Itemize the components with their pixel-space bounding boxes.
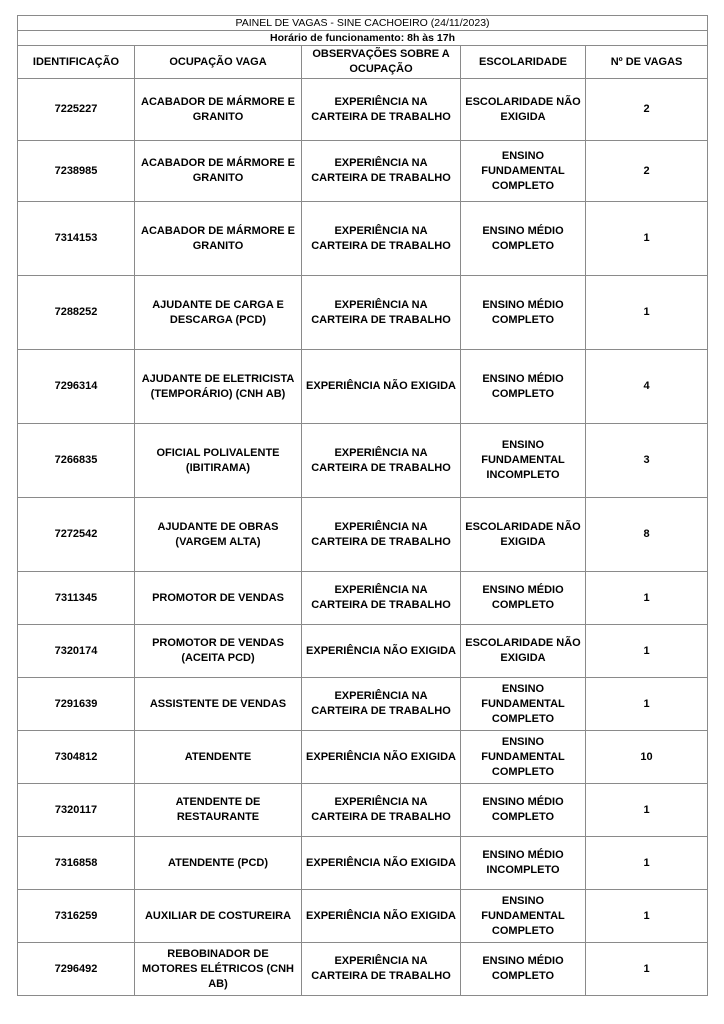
cell-occupation: ACABADOR DE MÁRMORE E GRANITO	[135, 79, 302, 141]
table-row	[18, 943, 708, 996]
table-row	[18, 784, 708, 837]
table-row	[18, 498, 708, 572]
cell-occupation: AJUDANTE DE ELETRICISTA (TEMPORÁRIO) (CNH AB)	[135, 350, 302, 424]
cell-education: ENSINO MÉDIO COMPLETO	[461, 202, 586, 276]
cell-occupation: AJUDANTE DE OBRAS (VARGEM ALTA)	[135, 498, 302, 572]
cell-occupation: ATENDENTE (PCD)	[135, 837, 302, 890]
cell-openings: 1	[586, 943, 708, 996]
cell-education: ENSINO FUNDAMENTAL COMPLETO	[461, 731, 586, 784]
board-title: PAINEL DE VAGAS - SINE CACHOEIRO (24/11/2023)	[18, 16, 708, 31]
cell-notes: EXPERIÊNCIA NA CARTEIRA DE TRABALHO	[302, 424, 461, 498]
cell-id: 7316858	[18, 837, 135, 890]
header-education: ESCOLARIDADE	[461, 46, 586, 79]
cell-notes: EXPERIÊNCIA NÃO EXIGIDA	[302, 350, 461, 424]
cell-id: 7291639	[18, 678, 135, 731]
cell-occupation: ATENDENTE DE RESTAURANTE	[135, 784, 302, 837]
cell-id: 7311345	[18, 572, 135, 625]
header-openings: Nº DE VAGAS	[586, 46, 708, 79]
table-row	[18, 678, 708, 731]
header-row	[18, 46, 708, 79]
cell-notes: EXPERIÊNCIA NA CARTEIRA DE TRABALHO	[302, 572, 461, 625]
cell-notes: EXPERIÊNCIA NA CARTEIRA DE TRABALHO	[302, 678, 461, 731]
cell-openings: 1	[586, 572, 708, 625]
cell-education: ESCOLARIDADE NÃO EXIGIDA	[461, 79, 586, 141]
cell-occupation: PROMOTOR DE VENDAS (ACEITA PCD)	[135, 625, 302, 678]
table-row	[18, 625, 708, 678]
cell-openings: 10	[586, 731, 708, 784]
cell-id: 7266835	[18, 424, 135, 498]
cell-id: 7225227	[18, 79, 135, 141]
cell-education: ENSINO FUNDAMENTAL INCOMPLETO	[461, 424, 586, 498]
cell-id: 7238985	[18, 141, 135, 202]
cell-openings: 1	[586, 678, 708, 731]
cell-notes: EXPERIÊNCIA NA CARTEIRA DE TRABALHO	[302, 943, 461, 996]
cell-occupation: ACABADOR DE MÁRMORE E GRANITO	[135, 141, 302, 202]
cell-openings: 2	[586, 141, 708, 202]
cell-id: 7296492	[18, 943, 135, 996]
cell-openings: 1	[586, 202, 708, 276]
cell-occupation: AJUDANTE DE CARGA E DESCARGA (PCD)	[135, 276, 302, 350]
cell-occupation: AUXILIAR DE COSTUREIRA	[135, 890, 302, 943]
cell-id: 7288252	[18, 276, 135, 350]
cell-occupation: ATENDENTE	[135, 731, 302, 784]
cell-openings: 3	[586, 424, 708, 498]
cell-id: 7320117	[18, 784, 135, 837]
job-table-body	[18, 16, 708, 996]
cell-openings: 1	[586, 276, 708, 350]
cell-education: ENSINO FUNDAMENTAL COMPLETO	[461, 678, 586, 731]
job-board-sheet	[17, 15, 707, 996]
cell-education: ENSINO FUNDAMENTAL COMPLETO	[461, 141, 586, 202]
cell-openings: 1	[586, 837, 708, 890]
cell-notes: EXPERIÊNCIA NA CARTEIRA DE TRABALHO	[302, 202, 461, 276]
cell-education: ENSINO MÉDIO COMPLETO	[461, 350, 586, 424]
cell-notes: EXPERIÊNCIA NÃO EXIGIDA	[302, 890, 461, 943]
table-row	[18, 572, 708, 625]
cell-notes: EXPERIÊNCIA NA CARTEIRA DE TRABALHO	[302, 79, 461, 141]
cell-notes: EXPERIÊNCIA NA CARTEIRA DE TRABALHO	[302, 784, 461, 837]
header-id: IDENTIFICAÇÃO	[18, 46, 135, 79]
cell-education: ENSINO MÉDIO INCOMPLETO	[461, 837, 586, 890]
cell-education: ESCOLARIDADE NÃO EXIGIDA	[461, 625, 586, 678]
table-row	[18, 202, 708, 276]
cell-openings: 1	[586, 890, 708, 943]
cell-openings: 2	[586, 79, 708, 141]
table-row	[18, 837, 708, 890]
table-row	[18, 424, 708, 498]
cell-education: ENSINO MÉDIO COMPLETO	[461, 572, 586, 625]
cell-notes: EXPERIÊNCIA NÃO EXIGIDA	[302, 625, 461, 678]
table-row	[18, 731, 708, 784]
cell-notes: EXPERIÊNCIA NÃO EXIGIDA	[302, 731, 461, 784]
cell-occupation: ASSISTENTE DE VENDAS	[135, 678, 302, 731]
title-row	[18, 16, 708, 31]
header-occupation: OCUPAÇÃO VAGA	[135, 46, 302, 79]
cell-occupation: REBOBINADOR DE MOTORES ELÉTRICOS (CNH AB)	[135, 943, 302, 996]
cell-id: 7316259	[18, 890, 135, 943]
opening-hours: Horário de funcionamento: 8h às 17h	[18, 31, 708, 46]
cell-education: ENSINO FUNDAMENTAL COMPLETO	[461, 890, 586, 943]
cell-openings: 8	[586, 498, 708, 572]
cell-notes: EXPERIÊNCIA NA CARTEIRA DE TRABALHO	[302, 141, 461, 202]
cell-notes: EXPERIÊNCIA NA CARTEIRA DE TRABALHO	[302, 276, 461, 350]
table-row	[18, 79, 708, 141]
hours-row	[18, 31, 708, 46]
cell-id: 7296314	[18, 350, 135, 424]
cell-openings: 4	[586, 350, 708, 424]
cell-id: 7272542	[18, 498, 135, 572]
cell-id: 7304812	[18, 731, 135, 784]
job-table	[17, 15, 708, 996]
cell-education: ENSINO MÉDIO COMPLETO	[461, 276, 586, 350]
cell-education: ENSINO MÉDIO COMPLETO	[461, 784, 586, 837]
cell-notes: EXPERIÊNCIA NA CARTEIRA DE TRABALHO	[302, 498, 461, 572]
cell-id: 7314153	[18, 202, 135, 276]
table-row	[18, 141, 708, 202]
cell-occupation: ACABADOR DE MÁRMORE E GRANITO	[135, 202, 302, 276]
cell-occupation: PROMOTOR DE VENDAS	[135, 572, 302, 625]
cell-openings: 1	[586, 625, 708, 678]
cell-occupation: OFICIAL POLIVALENTE (IBITIRAMA)	[135, 424, 302, 498]
table-row	[18, 276, 708, 350]
cell-openings: 1	[586, 784, 708, 837]
header-notes: OBSERVAÇÕES SOBRE A OCUPAÇÃO	[302, 46, 461, 79]
table-row	[18, 890, 708, 943]
cell-education: ESCOLARIDADE NÃO EXIGIDA	[461, 498, 586, 572]
cell-notes: EXPERIÊNCIA NÃO EXIGIDA	[302, 837, 461, 890]
table-row	[18, 350, 708, 424]
cell-id: 7320174	[18, 625, 135, 678]
cell-education: ENSINO MÉDIO COMPLETO	[461, 943, 586, 996]
